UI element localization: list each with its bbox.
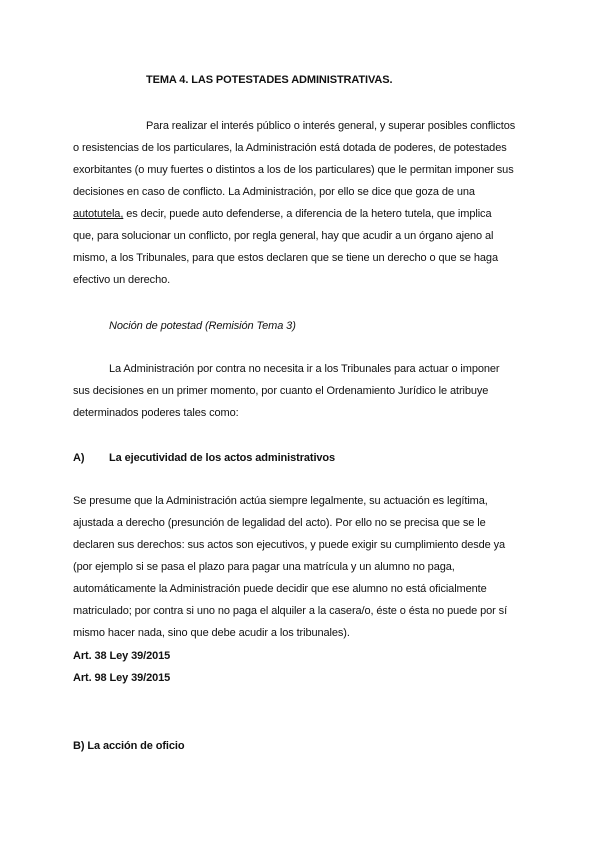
section-a-line-4: (por ejemplo si se pasa el plazo para pagar una matrícula y un alumno no paga,	[73, 561, 455, 573]
intro-line-8: efectivo un derecho.	[73, 274, 171, 286]
section-a-heading: La ejecutividad de los actos administrativos	[109, 452, 336, 464]
section-a-letter: A)	[73, 452, 85, 464]
intro-line-3: exorbitantes (o muy fuertes o distintos a los de los particulares) que le permitan imponer sus	[73, 164, 514, 176]
section-a-line-6: matriculado; por contra si uno no paga el alquiler a la casera/o, éste o ésta no puede por sí	[73, 605, 508, 617]
intro-line-7: mismo, a los Tribunales, para que estos declaren que se tiene un derecho o que se haga	[73, 252, 498, 264]
intro-line-6: que, para solucionar un conflicto, por regla general, hay que acudir a un órgano ajeno al	[73, 230, 494, 242]
intro-line-5-rest: es decir, puede auto defenderse, a diferencia de la hetero tutela, que implica	[123, 208, 492, 220]
autotutela-term: autotutela,	[73, 208, 124, 220]
document-title: TEMA 4. LAS POTESTADES ADMINISTRATIVAS.	[146, 74, 393, 86]
section-a-line-7: mismo hacer nada, sino que debe acudir a los tribunales).	[73, 627, 350, 639]
section-a-line-5: automáticamente la Administración puede decidir que ese alumno no está oficialmente	[73, 583, 487, 595]
section-a-line-3: declaren sus derechos: sus actos son ejecutivos, y puede exigir su cumplimiento desde ya	[73, 539, 506, 551]
section-a-line-1: Se presume que la Administración actúa siempre legalmente, su actuación es legítima,	[73, 495, 488, 507]
intro-line-1: Para realizar el interés público o interés general, y superar posibles conflictos	[146, 120, 516, 132]
para2-line-2: sus decisiones en un primer momento, por cuanto el Ordenamiento Jurídico le atribuye	[73, 385, 489, 397]
section-a-ref-1: Art. 38 Ley 39/2015	[73, 650, 171, 662]
intro-line-2: o resistencias de los particulares, la Administración está dotada de poderes, de potestades	[73, 142, 507, 154]
para2-line-1: La Administración por contra no necesita ir a los Tribunales para actuar o imponer	[109, 363, 500, 375]
intro-line-4: decisiones en caso de conflicto. La Administración, por ello se dice que goza de una	[73, 186, 475, 198]
notion-reference: Noción de potestad (Remisión Tema 3)	[109, 320, 296, 332]
section-a-line-2: ajustada a derecho (presunción de legalidad del acto). Por ello no se precisa que se le	[73, 517, 486, 529]
section-a-ref-2: Art. 98 Ley 39/2015	[73, 672, 171, 684]
para2-line-3: determinados poderes tales como:	[73, 407, 239, 419]
intro-line-5	[73, 207, 491, 221]
section-b-heading: B) La acción de oficio	[73, 740, 185, 752]
